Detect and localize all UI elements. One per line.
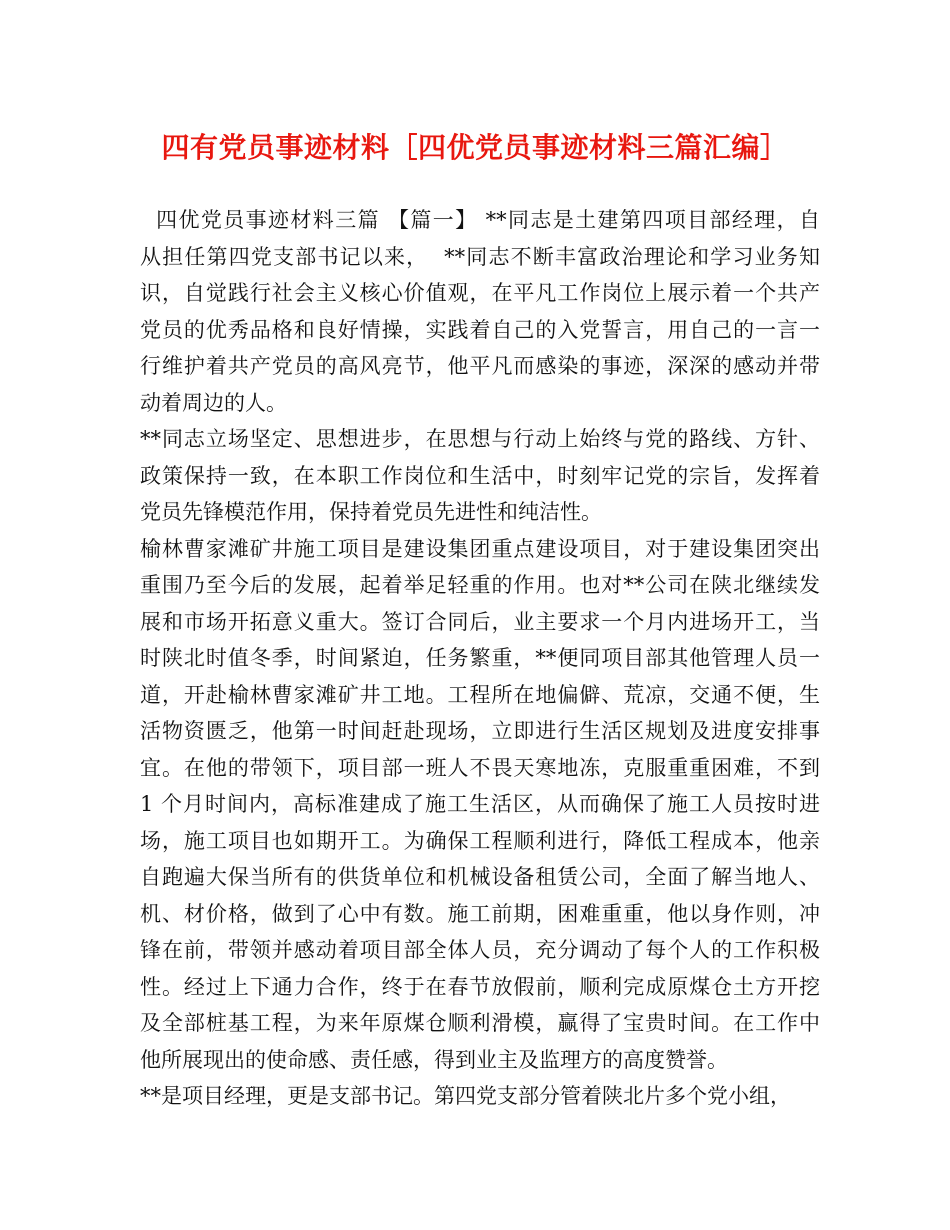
text-line: 从担任第四党支部书记以来， **同志不断丰富政治理论和学习业务知 [140,244,820,269]
text-line: 榆林曹家滩矿井施工项目是建设集团重点建设项目，对于建设集团突出 [140,536,820,561]
document-title: 四有党员事迹材料［四优党员事迹材料三篇汇编］ [161,131,789,164]
text-line: 自跑遍大保当所有的供货单位和机械设备租赁公司，全面了解当地人、 [140,865,820,889]
text-line: 展和市场开拓意义重大。签订合同后，业主要求一个月内进场开工，当 [140,609,820,634]
text-line: 时陕北时值冬季，时间紧迫，任务繁重，**便同项目部其他管理人员一 [140,646,820,670]
text-line: 性。经过上下通力合作，终于在春节放假前，顺利完成原煤仓土方开挖 [140,974,820,999]
text-line: 识，自觉践行社会主义核心价值观，在平凡工作岗位上展示着一个共产 [140,281,820,305]
text-line: 1 个月时间内，高标准建成了施工生活区，从而确保了施工人员按时进 [140,792,820,816]
text-line: 场，施工项目也如期开工。为确保工程顺利进行，降低工程成本，他亲 [140,828,820,853]
text-line: 道，开赴榆林曹家滩矿井工地。工程所在地偏僻、荒凉，交通不便，生 [140,682,820,707]
text-line: **是项目经理，更是支部书记。第四党支部分管着陕北片多个党小组， [140,1084,791,1108]
text-line: **同志立场坚定、思想进步，在思想与行动上始终与党的路线、方针、 [140,427,820,451]
text-line: 锋在前，带领并感动着项目部全体人员，充分调动了每个人的工作积极 [140,938,820,962]
text-line: 宜。在他的带领下，项目部一班人不畏天寒地冻，克服重重困难，不到 [140,755,820,780]
text-line: 机、材价格，做到了心中有数。施工前期，困难重重，他以身作则，冲 [140,901,820,926]
text-line: 四优党员事迹材料三篇 【篇一】 **同志是土建第四项目部经理，自 [140,208,820,232]
text-line: 重围乃至今后的发展，起着举足轻重的作用。也对**公司在陕北继续发 [140,573,820,597]
text-line: 行维护着共产党员的高风亮节，他平凡而感染的事迹，深深的感动并带 [140,354,820,378]
text-line: 党员先锋模范作用，保持着党员先进性和纯洁性。 [140,500,602,524]
text-line: 政策保持一致，在本职工作岗位和生活中，时刻牢记党的宗旨，发挥着 [140,463,820,488]
text-line: 动着周边的人。 [140,390,287,415]
text-line: 党员的优秀品格和良好情操，实践着自己的入党誓言，用自己的一言一 [140,317,820,342]
text-line: 及全部桩基工程，为来年原煤仓顺利滑模，赢得了宝贵时间。在工作中 [140,1011,820,1035]
text-line: 他所展现出的使命感、责任感，得到业主及监理方的高度赞誉。 [140,1047,728,1072]
document-body [140,202,820,1115]
text-line: 活物资匮乏，他第一时间赶赴现场，立即进行生活区规划及进度安排事 [140,719,820,743]
